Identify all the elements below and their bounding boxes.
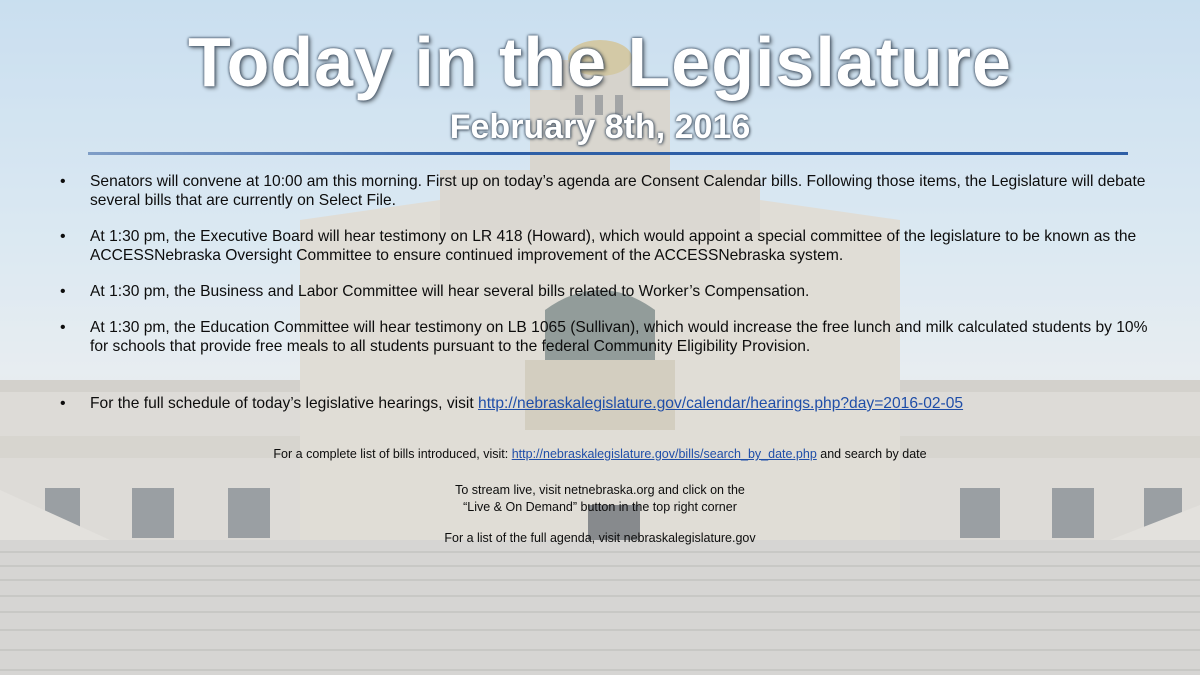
slide-title: Today in the Legislature (188, 23, 1012, 101)
list-item: • Senators will convene at 10:00 am this morning. First up on today’s agenda are Consent Calendar bills. Following those items, the Legislature will debate several bills that are currently on Select File. (60, 172, 1150, 210)
agenda-bullet-list (60, 172, 1150, 430)
schedule-bullet (60, 394, 1150, 413)
list-item: • At 1:30 pm, the Executive Board will hear testimony on LR 418 (Howard), which would appoint a special committee of the legislature to be known as the ACCESSNebraska Oversight Committee to ensure continued improvement of the ACCESSNebraska system. (60, 227, 1150, 265)
bills-text-before: For a complete list of bills introduced, visit: (273, 447, 512, 461)
list-item: • At 1:30 pm, the Education Committee will hear testimony on LB 1065 (Sullivan), which would increase the free lunch and milk calculated students by 10% for schools that provide free meals to all students pursuant to the federal Community Eligibility Provision. (60, 318, 1150, 356)
stream-info (0, 482, 1200, 516)
title-divider (88, 152, 1128, 155)
list-item: • At 1:30 pm, the Business and Labor Committee will hear several bills related to Worker’s Compensation. (60, 282, 1150, 301)
slide-date: February 8th, 2016 (449, 108, 751, 146)
bills-info-line (0, 446, 1200, 463)
stream-line-2: “Live & On Demand” button in the top right corner (463, 500, 737, 514)
bills-search-link[interactable]: http://nebraskalegislature.gov/bills/search_by_date.php (511, 447, 817, 461)
stream-line-1: To stream live, visit netnebraska.org and click on the (455, 483, 745, 497)
hearings-schedule-link[interactable]: http://nebraskalegislature.gov/calendar/hearings.php?day=2016-02-05 (478, 395, 964, 412)
schedule-text: For the full schedule of today’s legislative hearings, visit (90, 395, 479, 412)
agenda-info-line: For a list of the full agenda, visit nebraskalegislature.gov (444, 531, 756, 545)
bills-text-after: and search by date (816, 447, 927, 461)
